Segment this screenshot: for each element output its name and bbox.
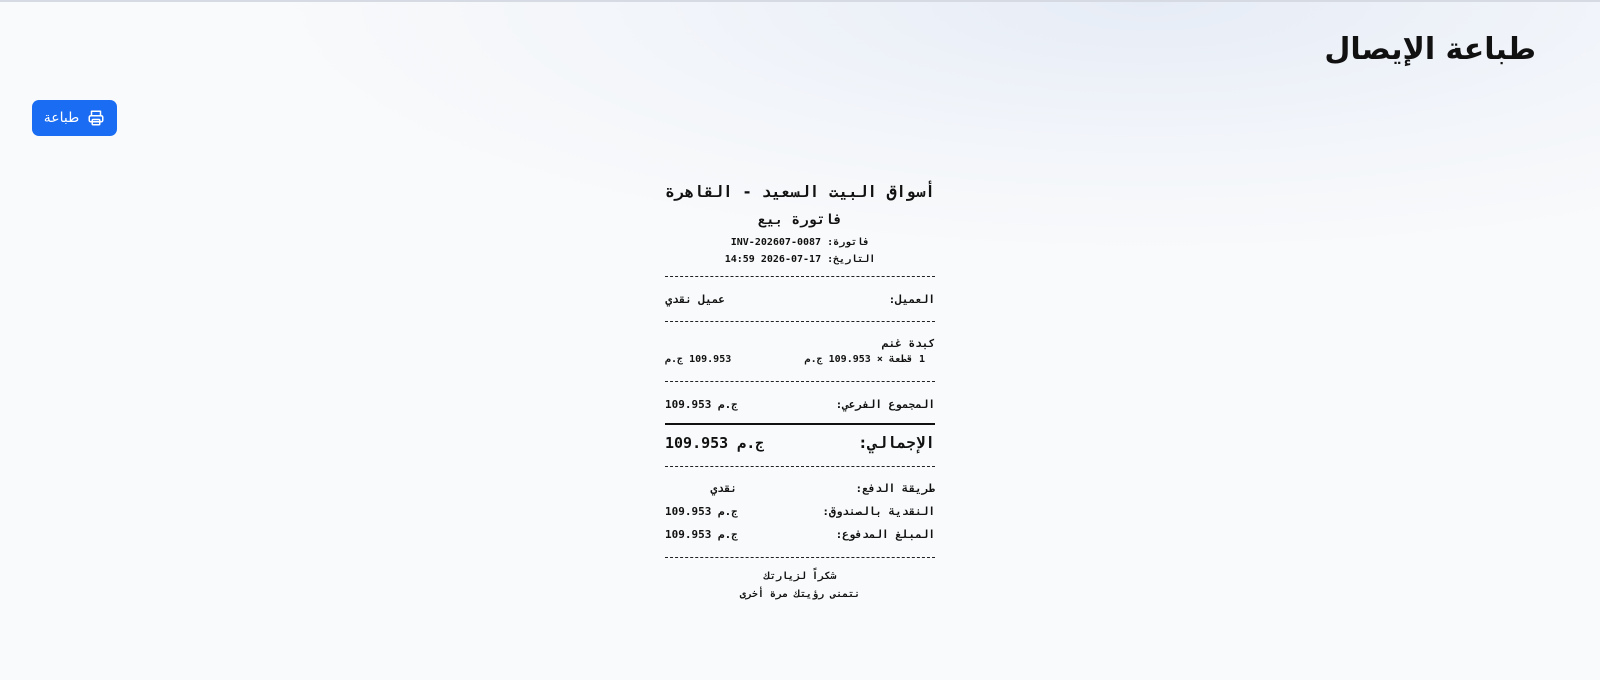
item-qty-price: 1 قطعة × 109.953 ج.م [804,354,925,365]
payment-method-row [665,482,935,495]
see-you-message: نتمنى رؤيتك مرة أخرى [739,589,861,600]
payment-method-label: طريقة الدفع: [855,482,935,495]
receipt [665,176,935,604]
item-line [665,354,935,365]
amount-paid-row [665,528,935,541]
cash-drawer-row [665,505,935,518]
cash-drawer-value: 109.953 ج.م [665,505,738,518]
print-button-label: طباعة [43,110,80,126]
amount-paid-value: 109.953 ج.م [665,528,738,541]
item-name: كبدة غنم [882,337,935,350]
subtotal-value: 109.953 ج.م [665,398,738,411]
page-title: طباعة الإيصال [1324,32,1536,67]
invoice-date: التاريخ: 17-07-2026 14:59 [724,254,876,265]
amount-paid-label: المبلغ المدفوع: [835,528,935,541]
divider [665,381,935,382]
grand-total-label: الإجمالي: [857,433,935,452]
customer-value: عميل نقدي [665,292,725,306]
payment-method-value: نقدي [710,482,737,495]
total-divider [665,423,935,425]
receipt-footer [665,568,935,604]
customer-label: العميل: [888,292,935,306]
customer-row [665,292,935,306]
store-name: أسواق البيت السعيد - القاهرة [665,182,935,201]
divider [665,466,935,467]
divider [665,321,935,322]
divider [665,276,935,277]
divider [665,557,935,558]
subtotal-row [665,398,935,411]
list-item [665,337,935,365]
invoice-number: فاتورة: INV-202607-0087 [730,237,870,248]
top-border [0,0,1600,2]
thanks-message: شكراً لزيارتك [763,571,837,582]
printer-icon [87,109,105,127]
grand-total-row [665,433,935,452]
subtotal-label: المجموع الفرعي: [835,398,935,411]
print-button[interactable] [32,100,117,136]
item-total: 109.953 ج.م [665,354,732,365]
document-type: فاتورة بيع [757,212,843,228]
grand-total-value: 109.953 ج.م [665,433,765,452]
cash-drawer-label: النقدية بالصندوق: [822,505,935,518]
